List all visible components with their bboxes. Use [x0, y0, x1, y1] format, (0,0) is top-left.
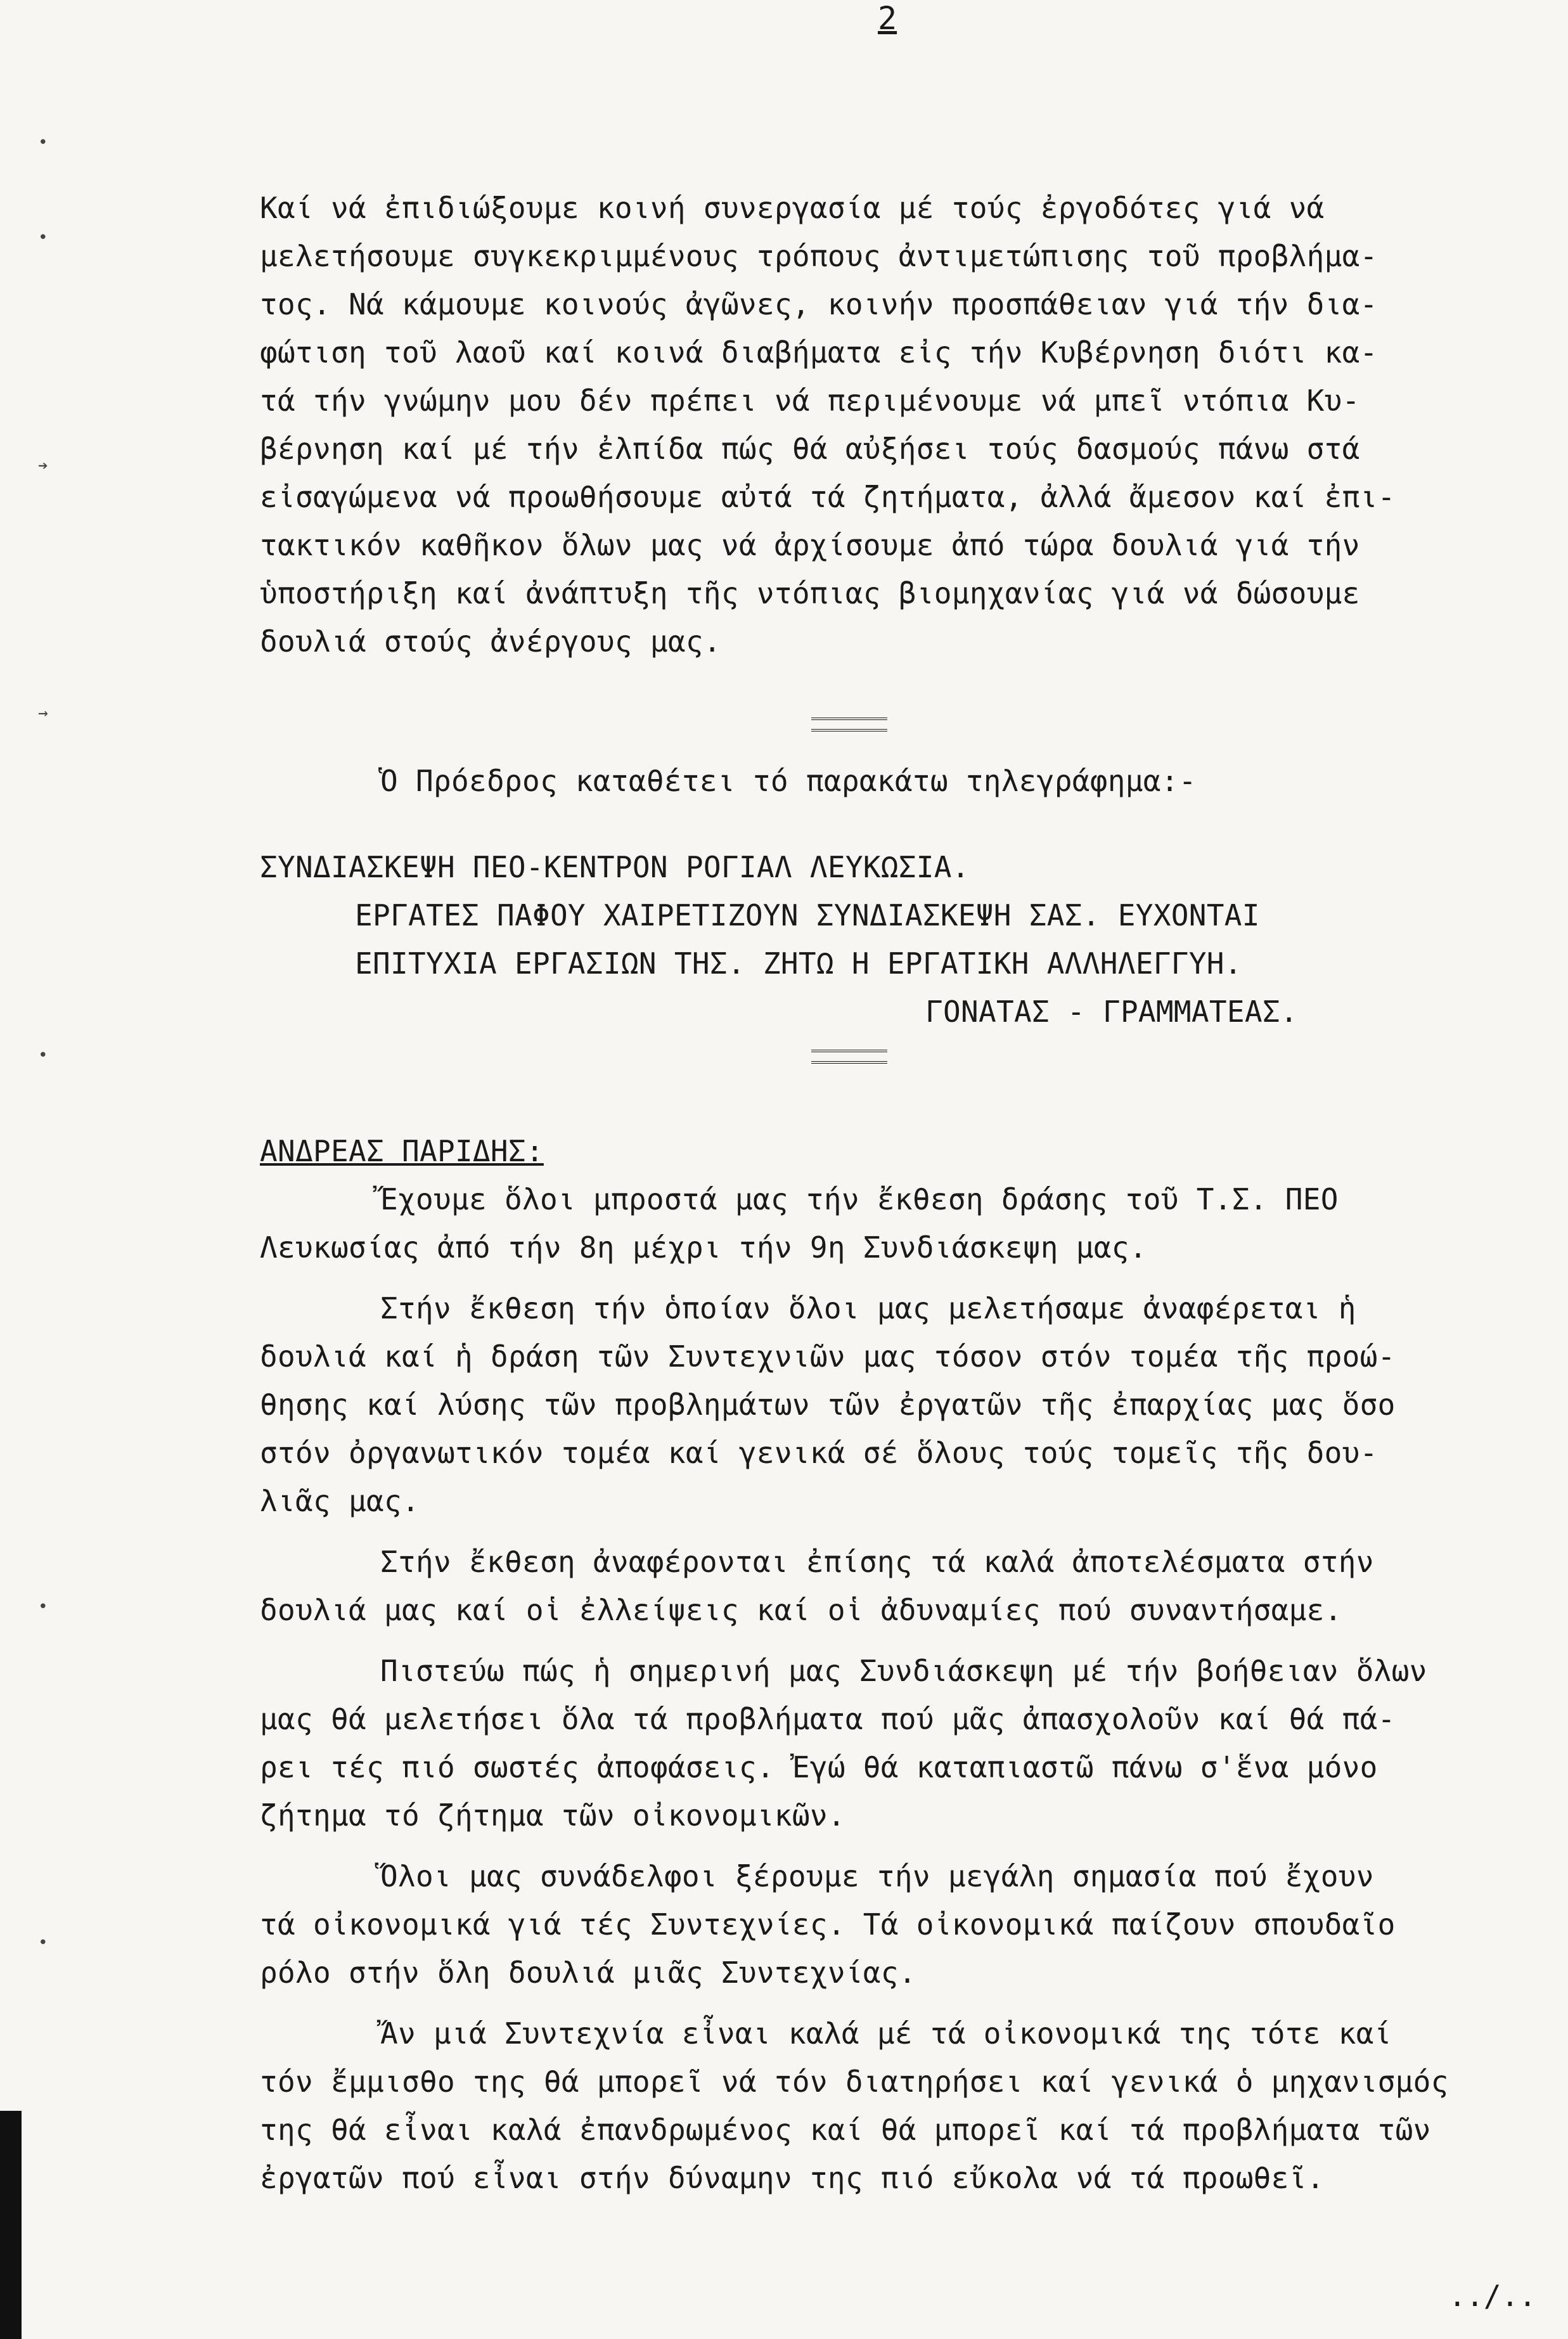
text-line: Ἔχουμε ὅλοι μπροστά μας τήν ἔκθεση δράσης τοῦ Τ.Σ. ΠΕΟ [380, 1182, 1339, 1216]
text-line: τά τήν γνώμην μου δέν πρέπει νά περιμένουμε νά μπεῖ ντόπια Κυ- [260, 383, 1360, 418]
text-line: Πιστεύω πώς ἡ σημερινή μας Συνδιάσκεψη μέ τήν βοήθειαν ὅλων [380, 1654, 1427, 1688]
text-line: ἐργατῶν πού εἶναι στήν δύναμην της πιό εὔκολα νά τά προωθεῖ. [260, 2161, 1325, 2195]
text-line: μας θά μελετήσει ὅλα τά προβλήματα πού μᾶς ἀπασχολοῦν καί θά πά- [260, 1702, 1396, 1736]
binder-edge [0, 2111, 22, 2339]
text-line: ζήτημα τό ζήτημα τῶν οἰκονομικῶν. [260, 1798, 845, 1833]
telegram-signature: ΓΟΝΑΤΑΣ - ΓΡΑΜΜΑΤΕΑΣ. [925, 995, 1298, 1029]
text-line: δουλιά καί ἡ δράση τῶν Συντεχνιῶν μας τόσον στόν τομέα τῆς προώ- [260, 1339, 1396, 1374]
text-line: Ὅλοι μας συνάδελφοι ξέρουμε τήν μεγάλη σημασία πού ἔχουν [380, 1859, 1374, 1893]
margin-dot: • [38, 228, 48, 247]
text-line: Λευκωσίας ἀπό τήν 8η μέχρι τήν 9η Συνδιάσκεψη μας. [260, 1230, 1147, 1265]
speech-paragraph [260, 1647, 1502, 1840]
separator [811, 718, 887, 731]
margin-arrow-icon: ➔ [38, 456, 48, 475]
text-line: Στήν ἔκθεση ἀναφέρονται ἐπίσης τά καλά ἀποτελέσματα στήν [380, 1545, 1374, 1579]
text-line: ρει τές πιό σωστές ἀποφάσεις. Ἐγώ θά καταπιαστῶ πάνω σ'ἕνα μόνο [260, 1750, 1378, 1784]
document-body [260, 184, 1502, 2202]
text-line: ρόλο στήν ὅλη δουλιά μιᾶς Συντεχνίας. [260, 1956, 916, 1990]
speaker-name: ΑΝΔΡΕΑΣ ΠΑΡΙΔΗΣ: [260, 1134, 544, 1168]
text-line: τακτικόν καθῆκον ὅλων μας νά ἀρχίσουμε ἀπό τώρα δουλιά γιά τήν [260, 528, 1360, 562]
text-line: Καί νά ἐπιδιώξουμε κοινή συνεργασία μέ τούς ἐργοδότες γιά νά [260, 191, 1325, 225]
text-line: στόν ὀργανωτικόν τομέα καί γενικά σέ ὅλους τούς τομεῖς τῆς δου- [260, 1436, 1378, 1470]
text-line: λιᾶς μας. [260, 1484, 420, 1518]
text-line: τόν ἔμμισθο της θά μπορεῖ νά τόν διατηρήσει καί γενικά ὁ μηχανισμός [260, 2065, 1449, 2099]
speech-paragraph [260, 2009, 1502, 2202]
text-line: εἰσαγώμενα νά προωθήσουμε αὐτά τά ζητήματα, ἀλλά ἄμεσον καί ἐπι- [260, 480, 1396, 514]
text-line: της θά εἶναι καλά ἐπανδρωμένος καί θά μπορεῖ καί τά προβλήματα τῶν [260, 2113, 1431, 2147]
telegram-line: ΕΡΓΑΤΕΣ ΠΑΦΟΥ ΧΑΙΡΕΤΙΖΟΥΝ ΣΥΝΔΙΑΣΚΕΨΗ ΣΑΣ. ΕΥΧΟΝΤΑΙ [355, 898, 1260, 932]
text-line: δουλιά μας καί οἱ ἐλλείψεις καί οἱ ἀδυναμίες πού συναντήσαμε. [260, 1593, 1342, 1627]
speech-paragraph [260, 1852, 1502, 1997]
text-line: ὑποστήριξη καί ἀνάπτυξη τῆς ντόπιας βιομηχανίας γιά νά δώσουμε [260, 576, 1360, 610]
margin-dot: • [38, 1933, 48, 1952]
margin-dot: • [38, 1597, 48, 1616]
text-line: τά οἰκονομικά γιά τές Συντεχνίες. Τά οἰκονομικά παίζουν σπουδαῖο [260, 1907, 1396, 1942]
text-line: βέρνηση καί μέ τήν ἐλπίδα πώς θά αὐξήσει τούς δασμούς πάνω στά [260, 432, 1360, 466]
speech-paragraph [260, 1284, 1502, 1525]
speech-paragraph [260, 1538, 1502, 1634]
text-line: δουλιά στούς ἀνέργους μας. [260, 624, 721, 659]
margin-dot: • [38, 133, 48, 152]
chair-intro: Ὁ Πρόεδρος καταθέτει τό παρακάτω τηλεγράφημα:- [380, 764, 1197, 798]
continuation-mark: ../.. [1448, 2279, 1536, 2313]
text-line: τος. Νά κάμουμε κοινούς ἀγῶνες, κοινήν προσπάθειαν γιά τήν δια- [260, 287, 1378, 321]
text-line: Ἄν μιά Συντεχνία εἶναι καλά μέ τά οἰκονομικά της τότε καί [380, 2016, 1392, 2051]
page-number: 2 [878, 0, 897, 37]
speech-paragraph [260, 1175, 1502, 1272]
separator [811, 1050, 887, 1064]
telegram-address: ΣΥΝΔΙΑΣΚΕΨΗ ΠΕΟ-ΚΕΝΤΡΟΝ ΡΟΓΙΑΛ ΛΕΥΚΩΣΙΑ. [260, 850, 970, 884]
margin-dot: • [38, 1046, 48, 1065]
text-line: θησης καί λύσης τῶν προβλημάτων τῶν ἐργατῶν τῆς ἐπαρχίας μας ὅσο [260, 1388, 1396, 1422]
paragraph-1 [260, 184, 1502, 666]
telegram-line: ΕΠΙΤΥΧΙΑ ΕΡΓΑΣΙΩΝ ΤΗΣ. ΖΗΤΩ Η ΕΡΓΑΤΙΚΗ ΑΛΛΗΛΕΓΓΥΗ. [355, 946, 1242, 981]
text-line: φώτιση τοῦ λαοῦ καί κοινά διαβήματα εἰς τήν Κυβέρνηση διότι κα- [260, 335, 1378, 370]
margin-arrow-icon: → [38, 704, 48, 723]
text-line: μελετήσουμε συγκεκριμμένους τρόπους ἀντιμετώπισης τοῦ προβλήμα- [260, 239, 1378, 273]
text-line: Στήν ἔκθεση τήν ὁποίαν ὅλοι μας μελετήσαμε ἀναφέρεται ἡ [380, 1291, 1356, 1325]
